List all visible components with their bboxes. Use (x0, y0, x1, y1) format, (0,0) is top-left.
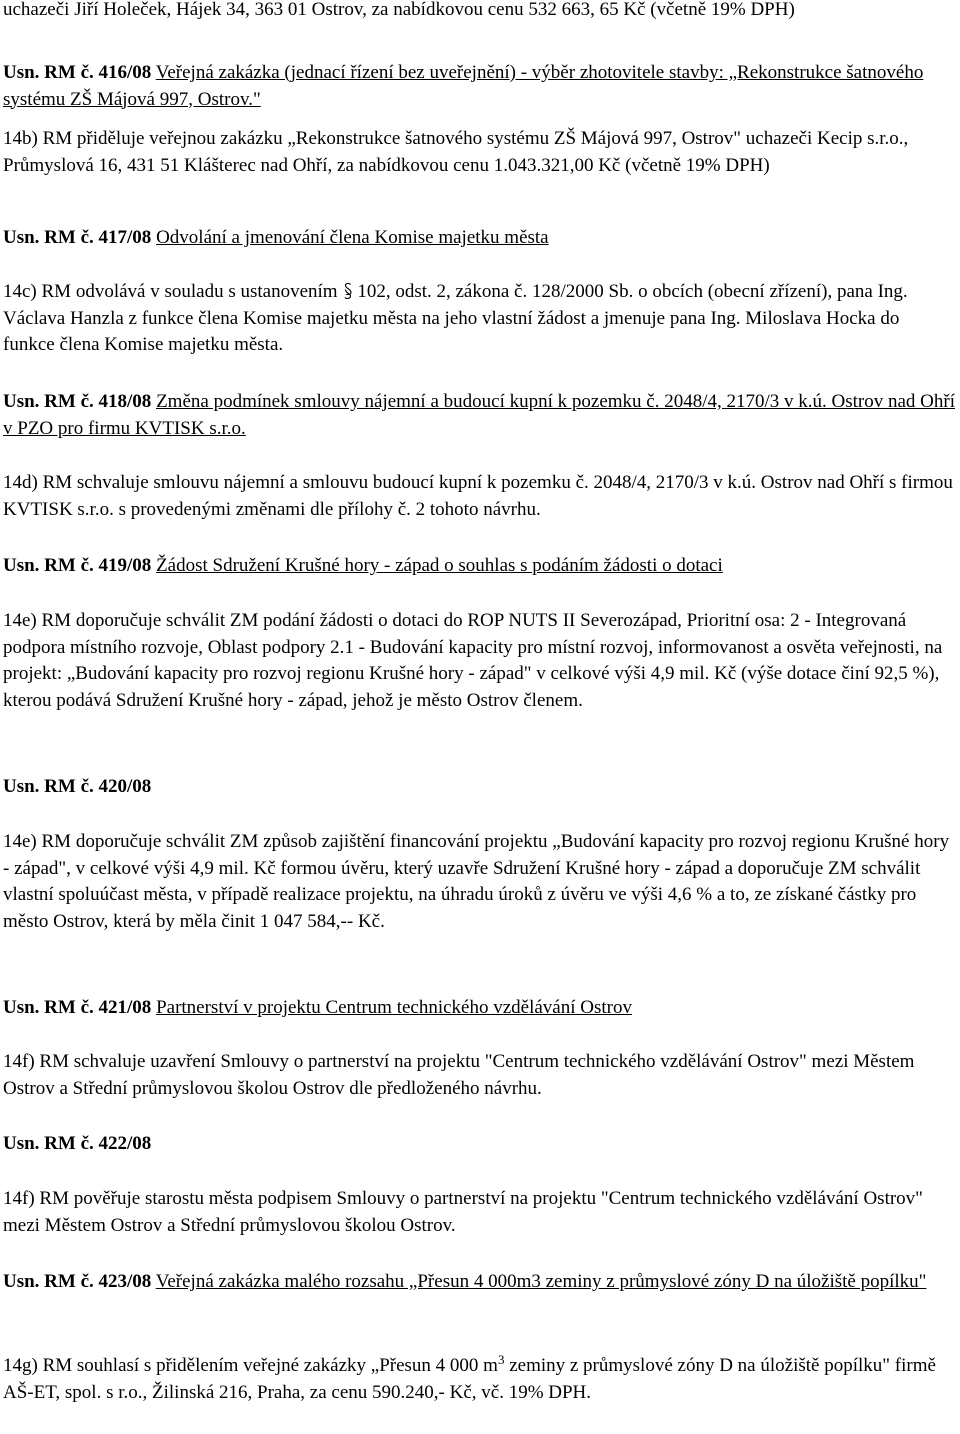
resolution-418-heading (3, 389, 955, 442)
paragraph-14e-financing: 14e) RM doporučuje schválit ZM způsob zajištění financování projektu „Budování kapacity pro rozvoj regionu Krušné hory - západ", v celkové výši 4,9 mil. Kč formou úvěru, který uzavře Sdružení Krušné hory - západ a doporučuje ZM schválit vlastní spoluúčast města, v případě realizace projektu, na úhradu úroků z úvěru ve výši 4,6 % a to, ze získané částky pro město Ostrov, která by měla činit 1 047 584,-- Kč. (3, 831, 950, 932)
paragraph-14g-after: zeminy z průmyslové zóny D na úložiště popílku" firmě AŠ-ET, spol. s r.o., Žilinská 216, Praha, za cenu 590.240,- Kč, vč. 19% DPH. (3, 1355, 936, 1403)
paragraph-14f-authorize: 14f) RM pověřuje starostu města podpisem Smlouvy o partnerství na projektu "Centrum technického vzdělávání Ostrov" mezi Městem Ostrov a Střední průmyslovou školou Ostrov. (3, 1188, 923, 1236)
resolution-number: Usn. RM č. 417/08 (3, 227, 152, 248)
resolution-number: Usn. RM č. 418/08 (3, 391, 152, 412)
paragraph-14c-after: 102, odst. 2, zákona č. 128/2000 Sb. o obcích (obecní zřízení), pana Ing. Václava Hanzla z funkce člena Komise majetku města na jeho vlastní žádost a jmenuje pana Ing. Miloslava Hocka do funkce člena Komise majetku města. (3, 281, 908, 355)
paragraph-14e-grant: 14e) RM doporučuje schválit ZM podání žádosti o dotaci do ROP NUTS II Severozápad, Prioritní osa: 2 - Integrovaná podpora místního rozvoje, Oblast podpory 2.1 - Budování kapacity pro místní rozvoj, informovanost a osvěta veřejnosti, na projekt: „Budování kapacity pro rozvoj regionu Krušné hory - západ" v celkové výši 4,9 mil. Kč (výše dotace činí 92,5 %), kterou podává Sdružení Krušné hory - západ, jehož je město Ostrov členem. (3, 610, 943, 711)
resolution-417-heading (3, 225, 955, 252)
resolution-title: Žádost Sdružení Krušné hory - západ o souhlas s podáním žádosti o dotaci (156, 555, 723, 576)
paragraph-14b: 14b) RM přiděluje veřejnou zakázku „Rekonstrukce šatnového systému ZŠ Májová 997, Ostrov" uchazeči Kecip s.r.o., Průmyslová 16, 431 51 Klášterec nad Ohří, za nabídkovou cenu 1.043.321,00 Kč (včetně 19% DPH) (3, 128, 909, 176)
resolution-title: Veřejná zakázka (jednací řízení bez uveřejnění) - výběr zhotovitele stavby: „Rekonstrukce šatnového systému ZŠ Májová 997, Ostrov." (3, 62, 924, 110)
resolution-number: Usn. RM č. 420/08 (3, 776, 152, 797)
resolution-title: Odvolání a jmenování člena Komise majetku města (156, 227, 549, 248)
paragraph-14d: 14d) RM schvaluje smlouvu nájemní a smlouvu budoucí kupní k pozemku č. 2048/4, 2170/3 v k.ú. Ostrov nad Ohří s firmou KVTISK s.r.o. s provedenými změnami dle přílohy č. 2 tohoto návrhu. (3, 472, 953, 520)
resolution-423-heading (3, 1269, 955, 1296)
resolution-title: Změna podmínek smlouvy nájemní a budoucí kupní k pozemku č. 2048/4, 2170/3 v k.ú. Ostrov nad Ohří v PZO pro firmu KVTISK s.r.o. (3, 391, 955, 439)
paragraph-price-holecek: uchazeči Jiří Holeček, Hájek 34, 363 01 Ostrov, za nabídkovou cenu 532 663, 65 Kč (včetně 19% DPH) (3, 0, 795, 20)
resolution-number: Usn. RM č. 421/08 (3, 997, 152, 1018)
resolution-title: Partnerství v projektu Centrum technického vzdělávání Ostrov (156, 997, 632, 1018)
resolution-422-heading (3, 1131, 955, 1158)
resolution-number: Usn. RM č. 419/08 (3, 555, 152, 576)
resolution-number: Usn. RM č. 422/08 (3, 1133, 152, 1154)
paragraph-14c (3, 279, 955, 359)
resolution-421-heading (3, 995, 955, 1022)
resolution-420-heading (3, 774, 955, 801)
paragraph-14f-approve: 14f) RM schvaluje uzavření Smlouvy o partnerství na projektu "Centrum technického vzdělávání Ostrov" mezi Městem Ostrov a Střední průmyslovou školou Ostrov dle předloženého návrhu. (3, 1051, 915, 1099)
superscript-cubic: 3 (497, 1352, 505, 1367)
paragraph-14c-before: 14c) RM odvolává v souladu s ustanovením (3, 281, 338, 302)
resolution-title: Veřejná zakázka malého rozsahu „Přesun 4 000m3 zeminy z průmyslové zóny D na úložiště popílku" (155, 1271, 927, 1292)
resolution-number: Usn. RM č. 416/08 (3, 62, 152, 83)
resolution-416-heading (3, 60, 955, 113)
resolution-419-heading (3, 553, 955, 580)
resolution-number: Usn. RM č. 423/08 (3, 1271, 152, 1292)
paragraph-14g-before: 14g) RM souhlasí s přidělením veřejné zakázky „Přesun 4 000 m (3, 1355, 498, 1376)
paragraph-14g (3, 1353, 955, 1406)
section-sign-icon (343, 281, 353, 301)
